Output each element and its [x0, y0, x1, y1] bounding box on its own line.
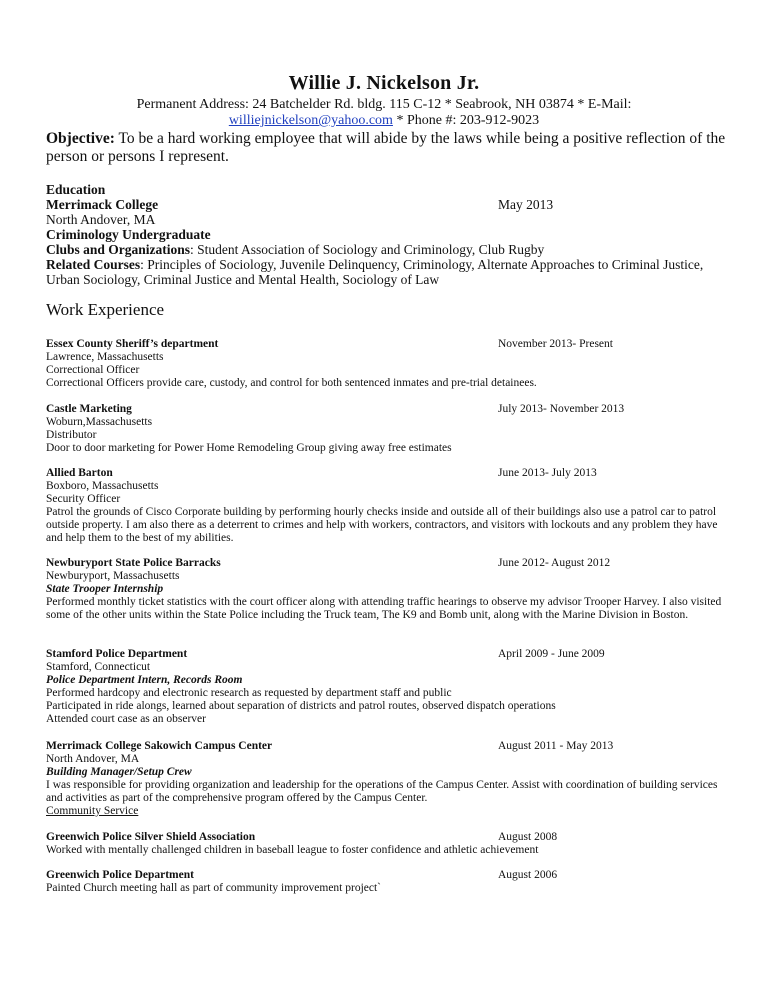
job-date: April 2009 - June 2009 — [498, 648, 605, 660]
job-title: Building Manager/Setup Crew — [46, 766, 192, 778]
community-date: August 2006 — [498, 869, 558, 881]
job-location: Stamford, Connecticut — [46, 661, 151, 673]
job-description-line: Attended court case as an observer — [46, 713, 206, 725]
courses-label: Related Courses — [46, 257, 141, 272]
job-company: Castle Marketing — [46, 403, 132, 415]
job-title: Police Department Intern, Records Room — [46, 674, 243, 686]
job-entry — [46, 403, 736, 455]
job-header-row — [46, 740, 736, 753]
objective-text: To be a hard working employee that will abide by the laws while being a positive reflection of the person or persons I represent. — [46, 130, 726, 165]
job-date: June 2012- August 2012 — [498, 557, 611, 569]
job-date: August 2011 - May 2013 — [498, 740, 614, 752]
school-location: North Andover, MA — [46, 212, 156, 227]
phone-text: * Phone #: 203-912-9023 — [392, 113, 540, 128]
objective-label: Objective: — [46, 130, 115, 147]
contact-block — [0, 97, 768, 129]
address-line: Permanent Address: 24 Batchelder Rd. bldg. 115 C-12 * Seabrook, NH 03874 * E-Mail: — [136, 97, 632, 112]
courses-text: : Principles of Sociology, Juvenile Delinquency, Criminology, Alternate Approaches to Criminal Justice, Urban Sociology, Criminal Justice and Mental Health, Sociology of Law — [46, 257, 704, 287]
job-company: Allied Barton — [46, 467, 113, 479]
clubs-label: Clubs and Organizations — [46, 242, 191, 257]
job-location: Lawrence, Massachusetts — [46, 351, 164, 363]
education-school-row — [46, 197, 736, 212]
community-org: Greenwich Police Silver Shield Association — [46, 831, 256, 843]
candidate-name: Willie J. Nickelson Jr. — [288, 72, 480, 94]
job-company: Newburyport State Police Barracks — [46, 557, 221, 569]
job-description: Patrol the grounds of Cisco Corporate building by performing hourly checks inside and outside all of their buildings also use a patrol car to patrol outside property. I am also there as a deterrent to crimes and help with workers, contractors, and visitors with lockouts and any problem they have and help them to the best of my abilities. — [46, 506, 718, 544]
graduation-date: May 2013 — [498, 197, 554, 212]
community-entry — [46, 869, 736, 895]
community-header-row — [46, 869, 736, 882]
community-header-row — [46, 831, 736, 844]
job-description: Correctional Officers provide care, custody, and control for both sentenced inmates and pre-trial detainees. — [46, 377, 537, 389]
job-header-row — [46, 557, 736, 570]
community-org: Greenwich Police Department — [46, 869, 194, 881]
work-experience-heading: Work Experience — [46, 300, 165, 319]
objective-section — [46, 130, 726, 166]
job-location: Woburn,Massachusetts — [46, 416, 153, 428]
education-section — [46, 182, 736, 287]
community-description: Worked with mentally challenged children in baseball league to foster confidence and athletic achievement — [46, 844, 539, 856]
community-entry — [46, 831, 736, 857]
job-header-row — [46, 403, 736, 416]
community-description: Painted Church meeting hall as part of community improvement project` — [46, 882, 382, 894]
education-heading: Education — [46, 182, 106, 197]
job-description-line: Participated in ride alongs, learned about separation of districts and patrol routes, observed dispatch operations — [46, 700, 556, 712]
job-header-row — [46, 338, 736, 351]
clubs-text: : Student Association of Sociology and Criminology, Club Rugby — [190, 242, 545, 257]
job-entry — [46, 338, 736, 390]
job-entry — [46, 467, 736, 545]
degree: Criminology Undergraduate — [46, 227, 211, 242]
job-company: Merrimack College Sakowich Campus Center — [46, 740, 273, 752]
community-date: August 2008 — [498, 831, 558, 843]
job-date: June 2013- July 2013 — [498, 467, 597, 479]
job-company: Essex County Sheriff’s department — [46, 338, 219, 350]
job-date: November 2013- Present — [498, 338, 613, 350]
job-location: Boxboro, Massachusetts — [46, 480, 159, 492]
job-title: Correctional Officer — [46, 364, 140, 376]
school-name: Merrimack College — [46, 197, 159, 212]
job-date: July 2013- November 2013 — [498, 403, 625, 415]
email-link[interactable]: williejnickelson@yahoo.com — [228, 113, 393, 128]
job-header-row — [46, 648, 736, 661]
email-phone-line — [0, 113, 768, 129]
job-title: State Trooper Internship — [46, 583, 164, 595]
job-company: Stamford Police Department — [46, 648, 188, 660]
courses-line — [46, 257, 736, 287]
job-entry — [46, 648, 736, 726]
community-service-heading: Community Service — [46, 805, 139, 817]
job-description: I was responsible for providing organization and leadership for the operations of the Campus Center. Assist with coordination of building services and activities as part of the comprehensive program offered by the Campus Center. — [46, 779, 718, 804]
job-entry — [46, 557, 736, 622]
job-title: Distributor — [46, 429, 97, 441]
job-entry — [46, 740, 736, 818]
clubs-line — [46, 242, 736, 257]
job-description-line: Performed hardcopy and electronic research as requested by department staff and public — [46, 687, 452, 699]
job-title: Security Officer — [46, 493, 121, 505]
job-location: North Andover, MA — [46, 753, 140, 765]
job-description: Performed monthly ticket statistics with the court officer along with attending traffic hearings to observe my advisor Trooper Harvey. I also visited some of the other units within the State Police including the Truck team, The K9 and Bomb unit, along with the Marine Division in Boston. — [46, 596, 722, 621]
job-header-row — [46, 467, 736, 480]
job-description: Door to door marketing for Power Home Remodeling Group giving away free estimates — [46, 442, 452, 454]
job-location: Newburyport, Massachusetts — [46, 570, 180, 582]
